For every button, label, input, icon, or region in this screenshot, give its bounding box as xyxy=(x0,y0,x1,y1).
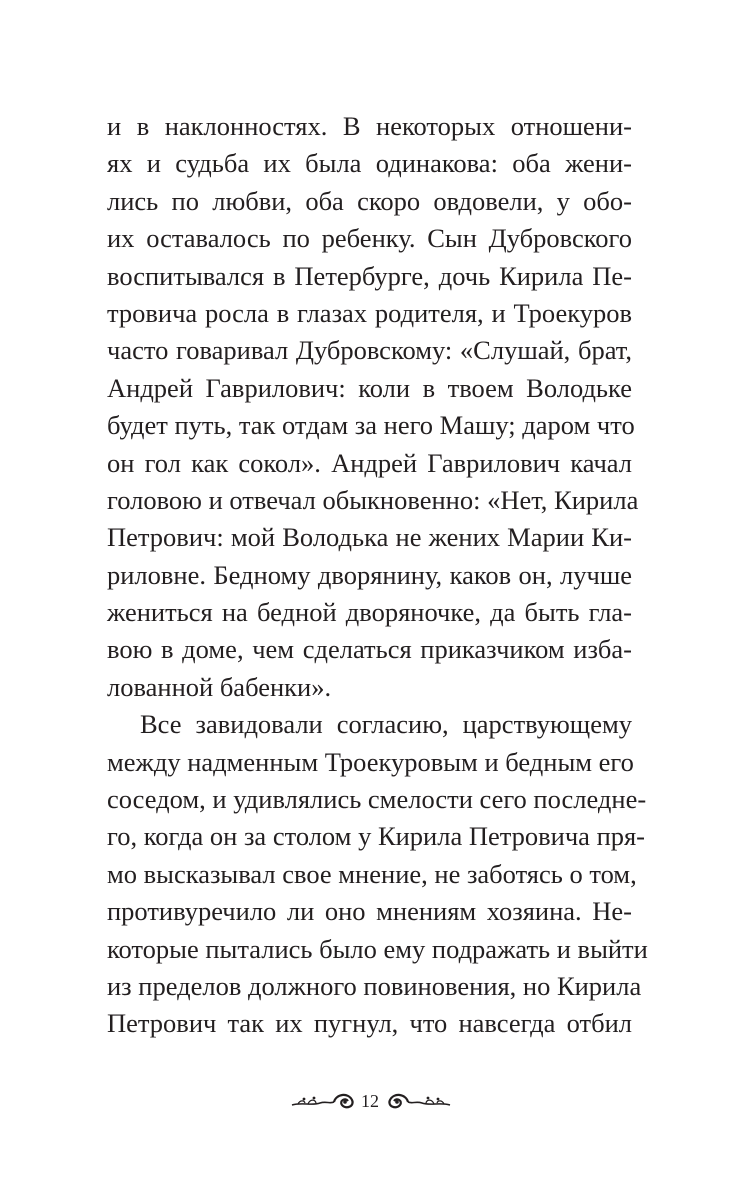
text-line: мо высказывал свое мнение, не заботясь о том, xyxy=(107,858,637,889)
text-line: тровича росла в глазах родителя, и Троекуров xyxy=(107,297,632,328)
text-line: вою в доме, чем сделаться приказчиком изба- xyxy=(107,634,632,665)
text-line: противуречило ли оно мнениям хозяина. Не- xyxy=(107,896,632,927)
text-line: которые пытались было ему подражать и выйти xyxy=(107,933,648,964)
text-line: Андрей Гаврилович: коли в твоем Володьке xyxy=(107,372,632,403)
text-line: их оставалось по ребенку. Сын Дубровского xyxy=(107,223,632,254)
text-line: Петрович так их пугнул, что навсегда отбил xyxy=(107,1008,632,1039)
flourish-right-icon xyxy=(382,1088,452,1114)
text-line: будет путь, так отдам за него Машу; даром что xyxy=(107,410,635,441)
text-line: часто говаривал Дубровскому: «Слушай, брат, xyxy=(107,335,632,366)
text-line: соседом, и удивлялись смелости сего последне- xyxy=(107,784,647,815)
text-line: Все завидовали согласию, царствующему xyxy=(140,709,632,740)
page-footer xyxy=(0,1082,738,1122)
text-line: Петрович: мой Володька не жених Марии Ки- xyxy=(107,522,632,553)
flourish-left-icon xyxy=(290,1088,360,1114)
text-line: риловне. Бедному дворянину, каков он, лучше xyxy=(107,559,632,590)
text-line: между надменным Троекуровым и бедным его xyxy=(107,746,634,777)
text-line: го, когда он за столом у Кирила Петровича пря- xyxy=(107,821,646,852)
text-line: воспитывался в Петербурге, дочь Кирила Пе- xyxy=(107,260,632,291)
text-line: лись по любви, оба скоро овдовели, у обо- xyxy=(107,185,632,216)
text-line: лованной бабенки». xyxy=(107,671,332,702)
text-line: головою и отвечал обыкновенно: «Нет, Кирила xyxy=(107,484,639,515)
text-line: из пределов должного повиновения, но Кирила xyxy=(107,970,642,1001)
text-line: он гол как сокол». Андрей Гаврилович качал xyxy=(107,447,632,478)
text-line: ях и судьба их была одинакова: оба жени- xyxy=(107,148,632,179)
text-line: и в наклонностях. В некоторых отношени- xyxy=(107,111,632,141)
text-line: жениться на бедной дворяночке, да быть гла- xyxy=(107,597,632,628)
page-number: 12 xyxy=(361,1091,379,1111)
body-text xyxy=(107,108,648,1043)
